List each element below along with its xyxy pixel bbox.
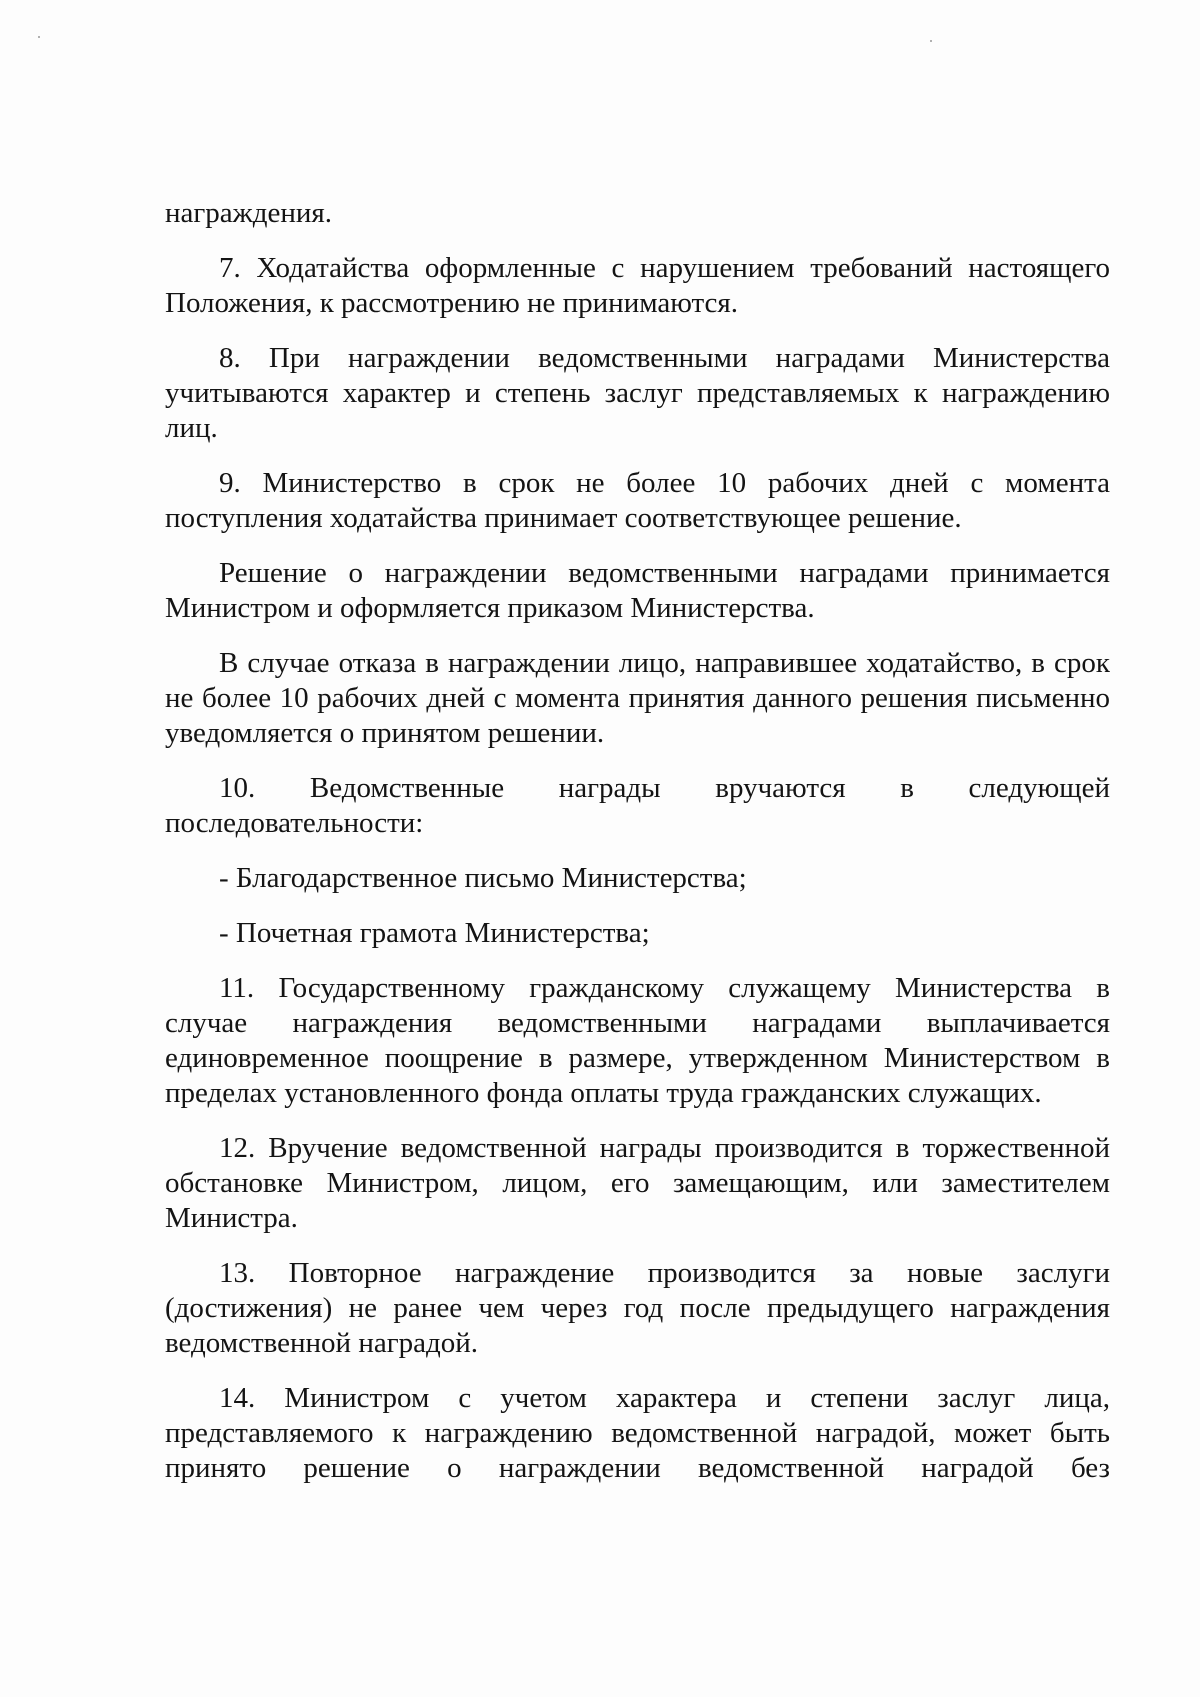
paragraph-decision: Решение о награждении ведомственными наградами принимается Министром и оформляется приказом Министерства.: [165, 557, 1110, 624]
paragraph-continuation: награждения.: [165, 197, 332, 229]
paragraph-item-8: 8. При награждении ведомственными наградами Министерства учитываются характер и степень заслуг представляемых к награждению лиц.: [165, 342, 1110, 444]
list-item-certificate-of-honor: - Почетная грамота Министерства;: [219, 917, 650, 949]
document-body: [165, 196, 1110, 1506]
list-item-letter-of-thanks: - Благодарственное письмо Министерства;: [219, 862, 747, 894]
paragraph-item-14: 14. Министром с учетом характера и степени заслуг лица, представляемого к награждению ведомственной наградой, может быть принято решение о награждении ведомственной наградой без: [165, 1382, 1110, 1484]
paragraph-item-9: 9. Министерство в срок не более 10 рабочих дней с момента поступления ходатайства принимает соответствующее решение.: [165, 467, 1110, 534]
scan-speck: [38, 36, 40, 38]
paragraph-refusal: В случае отказа в награждении лицо, направившее ходатайство, в срок не более 10 рабочих дней с момента принятия данного решения письменно уведомляется о принятом решении.: [165, 647, 1110, 749]
paragraph-item-13: 13. Повторное награждение производится за новые заслуги (достижения) не ранее чем через год после предыдущего награждения ведомственной наградой.: [165, 1257, 1110, 1359]
paragraph-item-11: 11. Государственному гражданскому служащему Министерства в случае награждения ведомственными наградами выплачивается единовременное поощрение в размере, утвержденном Министерством в пределах установленного фонда оплаты труда гражданских служащих.: [165, 972, 1110, 1109]
scan-speck: [930, 40, 932, 42]
paragraph-item-7: 7. Ходатайства оформленные с нарушением требований настоящего Положения, к рассмотрению не принимаются.: [165, 252, 1110, 319]
paragraph-item-10: 10. Ведомственные награды вручаются в следующей последовательности:: [165, 772, 1110, 839]
paragraph-item-12: 12. Вручение ведомственной награды производится в торжественной обстановке Министром, лицом, его замещающим, или заместителем Министра.: [165, 1132, 1110, 1234]
